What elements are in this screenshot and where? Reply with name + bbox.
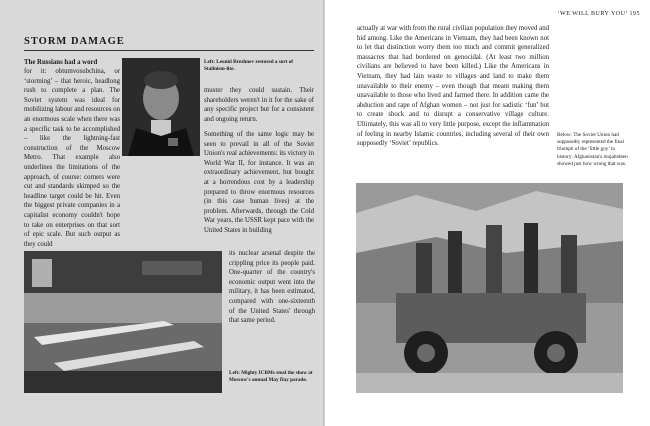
afghan-caption: Below: The Soviet Union had supposedly represented the final triumph of the ‘little guy’ in history: Afghanistan's mujahideen showed just how wrong that was.: [557, 132, 628, 167]
section-heading: STORM DAMAGE: [24, 36, 125, 47]
column-2-text-c: its nuclear arsenal despite the crippling price its people paid. One-quarter of the country's economic output went into the military, it has been estimated, compared with one-sixteenth of the United States' through that same period.: [229, 250, 315, 325]
icbm-caption: Left: Mighty ICBMs steal the show at Moscow's annual May Day parade.: [229, 370, 313, 384]
running-head: ‘WE WILL BURY YOU’ 195: [557, 11, 640, 17]
column-2-text-a: muster they could sustain. Their shareholders weren't in it for the sake of any specific project but for a consistent and ongoing return.: [204, 87, 314, 123]
mujahideen-photo: [356, 183, 623, 393]
icbm-parade-photo: [24, 251, 222, 393]
right-body-text: actually at war with from the rural civilian population they moved and hid among. Like the Americans in Vietnam, they had been known not to let that distinction worry them too much and commit generalized massacres that had bordered on genocidal. (At least two million civilians are believed to have been killed.) Like the Americans in Vietnam, they had lain waste to villages and land to make them unavailable to their enemy – even though that meant making them unavailable to those who lived and farmed there. In addition came the abduction and rape of Afghan women – not just for sadistic ‘fun’ but to create shock and to disrupt a conservative village culture. Ultimately, this was all to very little purpose, except the inflammation of feeling in nearby Islamic countries, including several of their own supposedly ‘Soviet’ republics.: [357, 25, 549, 148]
column-1-text: for it: obtumvosubchina, or ‘storming’ – that heroic, headlong rush to complete a plan. The Soviet system was ideal for mobilizing labour and resources on an enormous scale when there was a specific task to be accomplished – like the lightning-fast construction of the Moscow Metro. That example also underlines the limitations of the approach, of course: corners were cut and standards skimped so the headline target could be hit. Even the biggest private companies in a capitalist economy couldn't hope to take on enterprises on that sort of epic scale. But such output as they could: [24, 68, 120, 248]
brezhnev-caption: Left: Leonid Brezhnev restored a sort of Stalinism-lite.: [204, 59, 294, 73]
lead-in: The Russians had a word: [24, 59, 98, 66]
right-page: [325, 0, 650, 426]
heading-rule: [24, 50, 314, 51]
brezhnev-photo: [122, 58, 200, 156]
column-2-text-b: Something of the same logic may be seen to prevail in all of the Soviet Union's real achievements: its victory in World War II, for instance. It was an extraordinary achievement, but bought at a horrendous cost by a leadership prepared to throw enormous resources (in this case human lives) at the problem. Afterwards, through the Cold War years, the USSR kept pace with the United States in building: [204, 131, 314, 234]
